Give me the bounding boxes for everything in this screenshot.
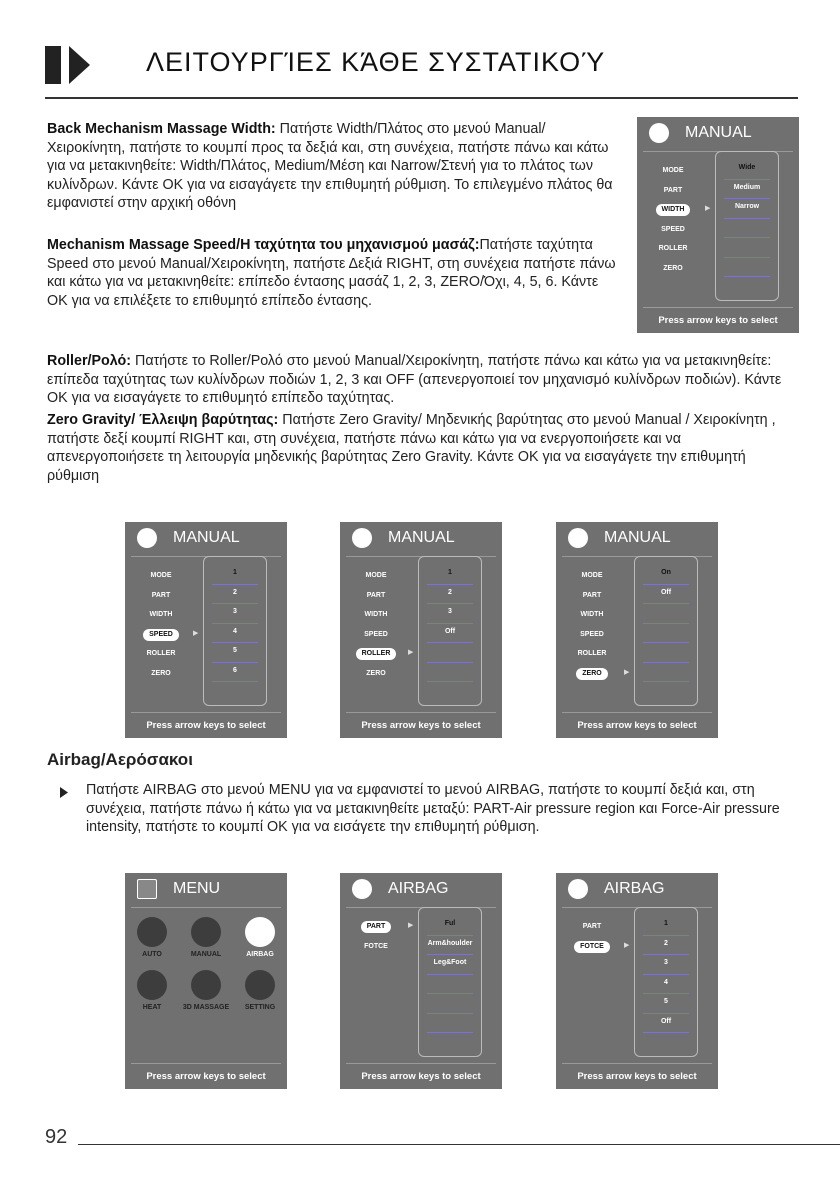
- menu-item-label: 3D MASSAGE: [182, 1004, 230, 1011]
- menu-item-label: WIDTH: [580, 611, 604, 618]
- option-item[interactable]: [427, 1014, 473, 1034]
- menu-item-fotce[interactable]: [562, 941, 622, 961]
- menu-item-label: ZERO: [663, 264, 683, 272]
- panel-title: AIRBAG: [388, 880, 449, 897]
- arrow-right-icon: ▶: [624, 941, 630, 949]
- menu-list: [562, 570, 622, 687]
- option-item[interactable]: [427, 994, 473, 1014]
- options-box: [418, 907, 482, 1057]
- panel-title: MANUAL: [604, 529, 671, 546]
- page-title: ΛΕΙΤΟΥΡΓΊΕΣ ΚΆΘΕ ΣΥΣΤΑΤΙΚΟΎ: [146, 47, 606, 77]
- menu-item-manual[interactable]: [179, 917, 233, 958]
- speed-section: [47, 236, 622, 310]
- arrow-right-icon: ▶: [193, 629, 199, 637]
- menu-item-airbag[interactable]: [233, 917, 287, 958]
- screen-panel-manual: [637, 117, 799, 333]
- menu-grid: [125, 917, 287, 1011]
- menu-item-label: FOTCE: [364, 942, 388, 950]
- menu-item-label: PART: [582, 923, 602, 930]
- airbag-text: Πατήστε AIRBAG στο μενού MENU για να εμφανιστεί το μενού AIRBAG, πατήστε το κουμπί δεξιά και, στη συνέχεια, πατήστε πάνω ή κάτω για να μετακινηθείτε μεταξύ: PART-Air pressure region και Force-Air pressure intensity, πατήστε το κουμπί ΟΚ για να εισάγετε την επιθυμητή ρύθμιση.: [86, 782, 780, 836]
- menu-item-zero[interactable]: [131, 668, 191, 688]
- arrow-right-icon: ▶: [408, 649, 414, 656]
- menu-item-heat[interactable]: [125, 970, 179, 1011]
- menu-item-zero[interactable]: [643, 263, 703, 283]
- menu-item-part[interactable]: [643, 185, 703, 205]
- option-item[interactable]: [427, 643, 473, 663]
- menu-item-width[interactable]: [643, 204, 703, 224]
- option-item[interactable]: Arm&houlder: [427, 936, 473, 956]
- menu-item-3d-massage[interactable]: [179, 970, 233, 1011]
- option-item[interactable]: 1: [212, 565, 258, 585]
- menu-item-speed[interactable]: [346, 629, 406, 649]
- options-box: [418, 556, 482, 706]
- footer-hint: Press arrow keys to select: [658, 315, 778, 326]
- menu-item-zero[interactable]: [562, 668, 622, 688]
- menu-item-roller[interactable]: [643, 243, 703, 263]
- bullet-icon: [60, 787, 68, 798]
- menu-item-width[interactable]: [131, 609, 191, 629]
- divider: [131, 712, 281, 713]
- option-item[interactable]: 3: [212, 604, 258, 624]
- option-item[interactable]: [643, 604, 689, 624]
- option-item[interactable]: 2: [212, 585, 258, 605]
- menu-item-zero[interactable]: [346, 668, 406, 688]
- option-item[interactable]: On: [643, 565, 689, 585]
- menu-item-mode[interactable]: [346, 570, 406, 590]
- options-box: [715, 151, 779, 301]
- menu-item-mode[interactable]: [562, 570, 622, 590]
- menu-list: [131, 570, 191, 687]
- divider: [45, 97, 798, 99]
- footer-hint: Press arrow keys to select: [577, 720, 697, 731]
- option-item[interactable]: 5: [643, 994, 689, 1014]
- menu-item-part[interactable]: [131, 590, 191, 610]
- panel-title: MENU: [173, 880, 221, 897]
- hand-icon: [191, 917, 221, 947]
- menu-item-label: SETTING: [244, 1004, 276, 1011]
- option-item[interactable]: 1: [427, 565, 473, 585]
- option-item[interactable]: [724, 219, 770, 239]
- menu-item-label: ZERO: [576, 668, 607, 680]
- roller-label: Roller/Ρολό:: [47, 353, 132, 369]
- option-item[interactable]: [643, 624, 689, 644]
- option-item[interactable]: [427, 663, 473, 683]
- speed-text: Πατήστε ταχύτητα Speed στο μενού Manual/Χειροκίνητη, πατήστε Δεξιά RIGHT, στη συνέχεια πατήστε πάνω και κάτω για να μετακινηθείτε: επίπεδο έντασης μασάζ 1, 2, 3, ZERO/Όχι, 4, 5, 6. Κάντε ΟΚ για να επιλέξετε το επιθυμητό επίπεδο έντασης.: [47, 237, 616, 309]
- menu-item-roller[interactable]: [346, 648, 406, 668]
- menu-item-label: SPEED: [143, 629, 179, 641]
- screen-panel-manual: [125, 522, 287, 738]
- panel-title: MANUAL: [685, 124, 752, 141]
- menu-item-part[interactable]: [562, 590, 622, 610]
- menu-item-label: MODE: [662, 167, 684, 174]
- screen-panel-manual: [556, 522, 718, 738]
- divider: [131, 1063, 281, 1064]
- option-item[interactable]: Narrow: [724, 199, 770, 219]
- arrow-right-icon: ▶: [705, 205, 711, 212]
- divider: [562, 712, 712, 713]
- menu-item-label: HEAT: [142, 1004, 162, 1011]
- menu-item-label: AUTO: [142, 951, 162, 958]
- option-item[interactable]: 2: [427, 585, 473, 605]
- menu-item-label: ROLLER: [146, 650, 176, 657]
- menu-item-part[interactable]: [562, 921, 622, 941]
- heat-icon: [137, 970, 167, 1000]
- arrow-right-icon: ▶: [624, 668, 630, 676]
- menu-item-mode[interactable]: [131, 570, 191, 590]
- option-item[interactable]: 2: [643, 936, 689, 956]
- menu-item-label: PART: [361, 921, 392, 933]
- panel-title: AIRBAG: [604, 880, 665, 897]
- screen-panel-manual: [340, 522, 502, 738]
- page-number: 92: [45, 1126, 68, 1148]
- option-item[interactable]: 3: [427, 604, 473, 624]
- auto-icon: [137, 917, 167, 947]
- options-box: [634, 907, 698, 1057]
- options-box: [203, 556, 267, 706]
- menu-item-setting[interactable]: [233, 970, 287, 1011]
- option-item[interactable]: 4: [643, 975, 689, 995]
- footer-hint: Press arrow keys to select: [577, 1071, 697, 1082]
- option-item[interactable]: 3: [643, 955, 689, 975]
- zero-section: [47, 411, 797, 485]
- width-text: Πατήστε Width/Πλάτος στο μενού Manual/Χειροκίνητη, πατήστε το κουμπί προς τα δεξιά και, στη συνέχεια, πατήστε πάνω και κάτω για να μετακινηθείτε: Width/Πλάτος, Medium/Μέση και Narrow/Στενή για το πλάτος των κυλίνδρων. Κάντε ΟΚ για να εισαγάγετε την επιθυμητή ρύθμιση. Το επιλεγμένο πλάτος θα εμφανιστεί στην αρχική οθόνη: [47, 121, 613, 212]
- menu-item-roller[interactable]: [562, 648, 622, 668]
- menu-item-label: MODE: [365, 572, 387, 579]
- option-item[interactable]: 5: [212, 643, 258, 663]
- menu-item-fotce[interactable]: [346, 941, 406, 961]
- divider: [562, 1063, 712, 1064]
- zero-text: Πατήστε Zero Gravity/ Μηδενικής βαρύτητας στο μενού Manual / Χειροκίνητη , πατήστε δεξί κουμπί RIGHT και, στη συνέχεια, πατήστε πάνω και κάτω για να ενεργοποιήσετε και να απενεργοποιήσετε τη λειτουργία μηδενικής βαρύτητας Zero Gravity. Κάντε ΟΚ για να εισαγάγετε την επιθυμητή ρύθμιση: [47, 412, 776, 484]
- hand-icon: [352, 528, 372, 548]
- option-item[interactable]: [643, 643, 689, 663]
- menu-list: [643, 165, 703, 282]
- menu-item-label: SPEED: [661, 225, 685, 233]
- option-item[interactable]: [643, 663, 689, 683]
- menu-item-label: SPEED: [364, 630, 388, 638]
- menu-item-label: SPEED: [580, 630, 604, 638]
- menu-list: [346, 570, 406, 687]
- menu-list: [346, 921, 406, 960]
- hand-icon: [137, 528, 157, 548]
- menu-item-speed[interactable]: [643, 224, 703, 244]
- option-item[interactable]: [724, 238, 770, 258]
- menu-item-label: MODE: [150, 572, 172, 579]
- airbag-icon: [568, 879, 588, 899]
- airbag-icon: [245, 917, 275, 947]
- option-item[interactable]: [427, 975, 473, 995]
- option-item[interactable]: Medium: [724, 180, 770, 200]
- options-box: [634, 556, 698, 706]
- menu-item-label: ZERO: [151, 669, 171, 677]
- footer-line: [78, 1144, 840, 1145]
- footer-hint: Press arrow keys to select: [146, 1071, 266, 1082]
- menu-item-part[interactable]: [346, 590, 406, 610]
- menu-item-label: AIRBAG: [246, 951, 274, 958]
- option-item[interactable]: 1: [643, 916, 689, 936]
- menu-item-label: WIDTH: [656, 204, 691, 216]
- menu-item-label: ROLLER: [577, 650, 607, 657]
- gear-icon: [245, 970, 275, 1000]
- roller-section: [47, 352, 797, 408]
- menu-item-label: FOTCE: [574, 941, 610, 953]
- menu-item-label: WIDTH: [364, 611, 388, 618]
- menu-item-label: ROLLER: [356, 648, 397, 660]
- option-item[interactable]: Off: [643, 1014, 689, 1034]
- screen-panel-airbag: [556, 873, 718, 1089]
- menu-item-label: WIDTH: [149, 611, 173, 618]
- menu-item-label: PART: [663, 186, 683, 194]
- 3d-icon: [191, 970, 221, 1000]
- option-item[interactable]: Leg&Foot: [427, 955, 473, 975]
- menu-item-roller[interactable]: [131, 648, 191, 668]
- menu-item-speed[interactable]: [562, 629, 622, 649]
- menu-item-label: PART: [582, 591, 602, 599]
- menu-item-label: MANUAL: [190, 951, 222, 958]
- divider: [643, 307, 793, 308]
- divider: [346, 712, 496, 713]
- option-item[interactable]: [724, 258, 770, 278]
- hand-icon: [568, 528, 588, 548]
- hand-icon: [649, 123, 669, 143]
- menu-item-speed[interactable]: [131, 629, 191, 649]
- menu-item-width[interactable]: [346, 609, 406, 629]
- airbag-heading: Airbag/Αερόσακοι: [47, 750, 193, 769]
- divider: [346, 1063, 496, 1064]
- option-item[interactable]: Off: [427, 624, 473, 644]
- section-marker-icon: [45, 46, 90, 84]
- menu-list: [562, 921, 622, 960]
- option-item[interactable]: 6: [212, 663, 258, 683]
- menu-item-part[interactable]: [346, 921, 406, 941]
- menu-list-icon: [137, 879, 157, 899]
- footer-hint: Press arrow keys to select: [146, 720, 266, 731]
- menu-item-label: ZERO: [366, 669, 386, 677]
- roller-text: Πατήστε το Roller/Ρολό στο μενού Manual/Χειροκίνητη, πατήστε πάνω και κάτω για να μετακινηθείτε: επίπεδα ταχύτητας των κυλίνδρων ποδιών 1, 2, 3 και OFF (απενεργοποιεί τον μηχανισμό κυλίνδρων ποδιών). Κάντε ΟΚ για να εισαγάγετε το επιθυμητό επίπεδο ταχύτητας.: [47, 353, 782, 407]
- menu-item-label: ROLLER: [658, 245, 688, 252]
- menu-item-label: PART: [366, 591, 386, 599]
- option-item[interactable]: 4: [212, 624, 258, 644]
- menu-item-mode[interactable]: [643, 165, 703, 185]
- footer-hint: Press arrow keys to select: [361, 1071, 481, 1082]
- option-item[interactable]: Off: [643, 585, 689, 605]
- menu-item-label: MODE: [581, 572, 603, 579]
- menu-item-label: PART: [151, 591, 171, 599]
- screen-panel-menu: [125, 873, 287, 1089]
- footer-hint: Press arrow keys to select: [361, 720, 481, 731]
- speed-label: Mechanism Massage Speed/Η ταχύτητα του μηχανισμού μασάζ:: [47, 237, 480, 253]
- width-label: Back Mechanism Massage Width:: [47, 121, 276, 137]
- zero-label: Zero Gravity/ Έλλειψη βαρύτητας:: [47, 412, 279, 428]
- width-section: [47, 120, 622, 213]
- arrow-right-icon: ▶: [408, 922, 414, 929]
- option-item[interactable]: Ful: [427, 916, 473, 936]
- menu-item-auto[interactable]: [125, 917, 179, 958]
- option-item[interactable]: Wide: [724, 160, 770, 180]
- airbag-icon: [352, 879, 372, 899]
- menu-item-width[interactable]: [562, 609, 622, 629]
- screen-panel-airbag: [340, 873, 502, 1089]
- panel-title: MANUAL: [173, 529, 240, 546]
- panel-title: MANUAL: [388, 529, 455, 546]
- divider: [131, 907, 281, 908]
